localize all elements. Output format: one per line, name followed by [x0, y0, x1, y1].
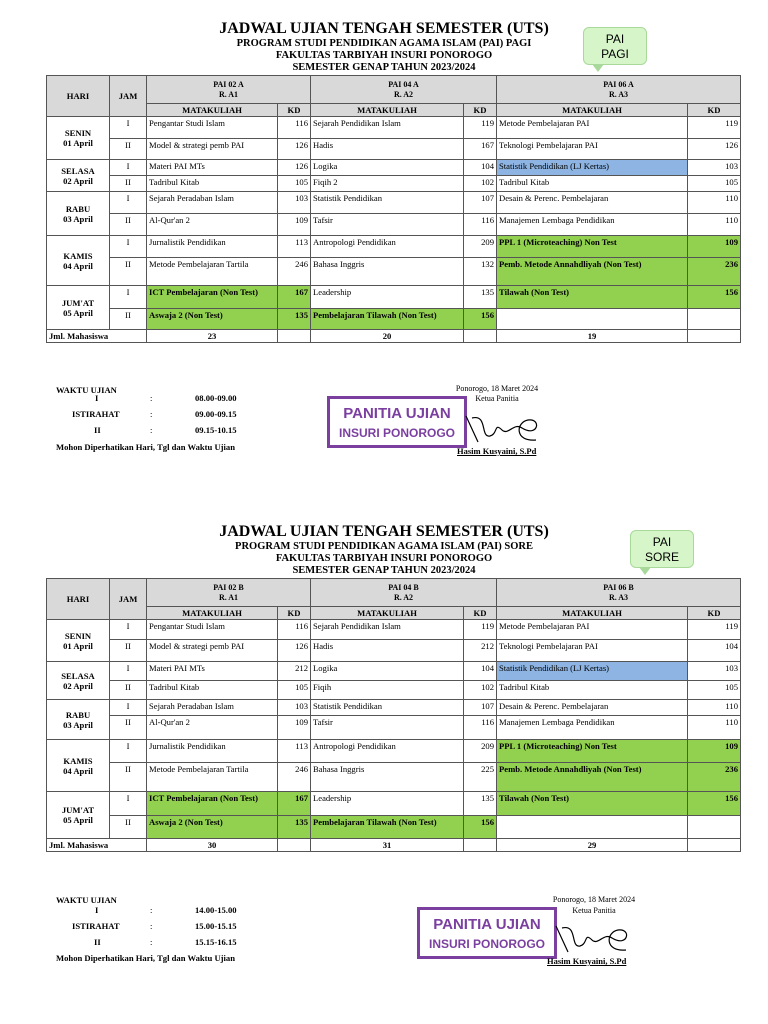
day-date: 03 April [63, 213, 93, 224]
pagi-badge-line1: PAI [605, 32, 625, 46]
course-cell: Antropologi Pendidikan [311, 740, 464, 763]
matakuliah-header: MATAKULIAH [147, 607, 278, 620]
jam-cell: II [110, 681, 147, 700]
day-cell [47, 700, 110, 740]
class-header [311, 76, 497, 104]
kd-cell: 246 [278, 763, 311, 792]
kd-cell: 135 [278, 816, 311, 839]
signer-role: Ketua Panitia [572, 906, 616, 915]
hari-header: HARI [47, 579, 110, 620]
jam-cell: I [110, 740, 147, 763]
kd-cell: 236 [688, 763, 741, 792]
jam-cell: I [110, 700, 147, 716]
table-row [47, 662, 741, 681]
sesi-ii-label: II [94, 425, 101, 435]
signer-name: Hasim Kusyaini, S.Pd [457, 446, 537, 456]
kd-cell: 109 [278, 716, 311, 740]
class-header [497, 579, 741, 607]
colon: : [150, 425, 153, 435]
course-cell: Tafsir [311, 214, 464, 236]
course-cell: PPL 1 (Microteaching) Non Test [497, 740, 688, 763]
table-row [47, 792, 741, 816]
course-cell: Bahasa Inggris [311, 763, 464, 792]
kd-cell: 135 [464, 286, 497, 309]
course-cell: Sejarah Peradaban Islam [147, 192, 278, 214]
stamp-line2: INSURI PONOROGO [428, 937, 545, 951]
total-row [47, 330, 741, 343]
waktu-label: WAKTU UJIAN [56, 895, 117, 905]
class-room: R. A2 [393, 89, 414, 99]
day-name: SENIN [64, 630, 92, 641]
total-blank [278, 839, 311, 852]
signature-icon [458, 412, 548, 448]
day-date: 05 April [63, 815, 93, 825]
jam-cell: II [110, 816, 147, 839]
day-cell [47, 192, 110, 236]
header-row [47, 579, 741, 607]
pagi-semester: SEMESTER GENAP TAHUN 2023/2024 [292, 62, 476, 73]
day-cell [47, 662, 110, 700]
kd-cell: 113 [278, 740, 311, 763]
sore-title: JADWAL UJIAN TENGAH SEMESTER (UTS) [219, 523, 549, 540]
day-name: KAMIS [63, 755, 93, 766]
table-row [47, 763, 741, 792]
kd-cell: 105 [278, 681, 311, 700]
jam-cell: I [110, 236, 147, 258]
course-cell: Pengantar Studi Islam [147, 620, 278, 640]
kd-cell: 113 [278, 236, 311, 258]
pagi-faculty: FAKULTAS TARBIYAH INSURI PONOROGO [275, 50, 493, 61]
place-date: Ponorogo, 18 Maret 2024 [455, 384, 539, 393]
class-room: R. A1 [218, 89, 239, 99]
note: Mohon Diperhatikan Hari, Tgl dan Waktu Ujian [56, 953, 235, 963]
signature-icon [548, 922, 638, 958]
kd-cell: 156 [464, 309, 497, 330]
class-room: R. A3 [608, 592, 629, 602]
kd-cell: 107 [464, 192, 497, 214]
istirahat-label: ISTIRAHAT [72, 409, 120, 419]
course-cell: Statistik Pendidikan (LJ Kertas) [497, 160, 688, 176]
day-name: JUM'AT [61, 805, 95, 815]
jml-label: Jml. Mahasiswa [47, 839, 147, 852]
colon: : [150, 921, 153, 931]
total-blank [464, 839, 497, 852]
day-cell [47, 236, 110, 286]
course-cell: Materi PAI MTs [147, 160, 278, 176]
jam-cell: II [110, 139, 147, 160]
course-cell: ICT Pembelajaran (Non Test) [147, 792, 278, 816]
note: Mohon Diperhatikan Hari, Tgl dan Waktu Ujian [56, 442, 235, 452]
table-row [47, 640, 741, 662]
sore-schedule-table [46, 578, 741, 852]
jam-cell: II [110, 214, 147, 236]
course-cell: Statistik Pendidikan [311, 192, 464, 214]
day-date: 03 April [63, 719, 93, 730]
course-cell: Pembelajaran Tilawah (Non Test) [311, 309, 464, 330]
day-name: SENIN [64, 128, 92, 138]
table-row [47, 681, 741, 700]
kd-header: KD [464, 104, 497, 117]
kd-cell: 119 [464, 117, 497, 139]
course-cell: Aswaja 2 (Non Test) [147, 816, 278, 839]
total-value: 29 [497, 839, 688, 852]
kd-cell: 116 [464, 716, 497, 740]
sore-subtitle: PROGRAM STUDI PENDIDIKAN AGAMA ISLAM (PAI) SORE [235, 541, 533, 552]
kd-cell: 167 [278, 286, 311, 309]
sore-semester: SEMESTER GENAP TAHUN 2023/2024 [292, 565, 476, 576]
kd-cell: 109 [688, 740, 741, 763]
class-header [497, 76, 741, 104]
course-cell: Statistik Pendidikan [311, 700, 464, 716]
kd-cell: 104 [464, 662, 497, 681]
table-row [47, 214, 741, 236]
jam-cell: II [110, 309, 147, 330]
course-cell: Sejarah Pendidikan Islam [311, 620, 464, 640]
stamp-line1: PANITIA UJIAN [433, 916, 541, 933]
sore-badge-line2: SORE [644, 550, 679, 564]
kd-cell: 116 [464, 214, 497, 236]
day-date: 01 April [63, 138, 93, 148]
course-cell: Al-Qur'an 2 [147, 716, 278, 740]
hari-header: HARI [47, 76, 110, 117]
jam-cell: II [110, 640, 147, 662]
total-row [47, 839, 741, 852]
colon: : [150, 937, 153, 947]
pagi-badge-line2: PAGI [601, 47, 629, 61]
class-name: PAI 06 B [603, 582, 634, 592]
jam-cell: I [110, 662, 147, 681]
sore-waktu [56, 893, 117, 908]
table-row [47, 236, 741, 258]
sore-badge-line1: PAI [652, 535, 672, 549]
kd-cell: 103 [688, 160, 741, 176]
kd-cell: 105 [688, 176, 741, 192]
kd-cell: 246 [278, 258, 311, 286]
course-cell: Jurnalistik Pendidikan [147, 740, 278, 763]
jam-cell: I [110, 792, 147, 816]
course-cell: Manajemen Lembaga Pendidikan [497, 716, 688, 740]
kd-cell: 156 [688, 792, 741, 816]
day-name: SELASA [61, 670, 95, 681]
kd-cell: 135 [278, 309, 311, 330]
kd-cell: 209 [464, 236, 497, 258]
kd-cell: 110 [688, 700, 741, 716]
sesi-i-time: 14.00-15.00 [195, 905, 237, 915]
course-cell: Tafsir [311, 716, 464, 740]
day-name: RABU [65, 203, 91, 214]
kd-cell: 135 [464, 792, 497, 816]
table-row [47, 309, 741, 330]
day-name: JUM'AT [61, 297, 95, 308]
course-cell: Hadis [311, 640, 464, 662]
kd-cell: 119 [688, 620, 741, 640]
course-cell: Antropologi Pendidikan [311, 236, 464, 258]
kd-cell: 110 [688, 192, 741, 214]
course-cell: Metode Pembelajaran PAI [497, 117, 688, 139]
istirahat-time: 15.00-15.15 [195, 921, 237, 931]
jam-header: JAM [110, 76, 147, 117]
jam-cell: II [110, 258, 147, 286]
course-cell: Logika [311, 662, 464, 681]
course-cell: Metode Pembelajaran Tartila [147, 258, 278, 286]
course-cell: Pengantar Studi Islam [147, 117, 278, 139]
kd-cell: 103 [688, 662, 741, 681]
pagi-waktu [56, 383, 117, 398]
kd-header: KD [278, 607, 311, 620]
course-cell: Model & strategi pemb PAI [147, 640, 278, 662]
place-date: Ponorogo, 18 Maret 2024 [552, 895, 636, 904]
class-header [311, 579, 497, 607]
table-row [47, 139, 741, 160]
day-name: RABU [65, 709, 91, 720]
total-blank [278, 330, 311, 343]
jam-cell: I [110, 192, 147, 214]
jam-cell: I [110, 286, 147, 309]
pagi-subtitle: PROGRAM STUDI PENDIDIKAN AGAMA ISLAM (PAI) PAGI [236, 38, 532, 49]
kd-cell: 119 [464, 620, 497, 640]
istirahat-time: 09.00-09.15 [195, 409, 237, 419]
day-cell [47, 620, 110, 662]
stamp-line1: PANITIA UJIAN [343, 405, 451, 422]
istirahat-label: ISTIRAHAT [72, 921, 120, 931]
sesi-i-label: I [95, 393, 99, 403]
course-cell: Tadribul Kitab [147, 176, 278, 192]
course-cell: Tadribul Kitab [147, 681, 278, 700]
kd-cell: 212 [464, 640, 497, 662]
total-value: 30 [147, 839, 278, 852]
table-row [47, 160, 741, 176]
course-cell: ICT Pembelajaran (Non Test) [147, 286, 278, 309]
day-date: 04 April [63, 765, 93, 776]
course-cell: Manajemen Lembaga Pendidikan [497, 214, 688, 236]
course-cell: Hadis [311, 139, 464, 160]
jam-cell: II [110, 763, 147, 792]
course-cell [497, 816, 688, 839]
kd-cell: 107 [464, 700, 497, 716]
kd-cell: 167 [464, 139, 497, 160]
kd-cell: 132 [464, 258, 497, 286]
total-blank [464, 330, 497, 343]
kd-cell: 156 [688, 286, 741, 309]
class-name: PAI 02 B [213, 582, 244, 592]
kd-cell: 109 [278, 214, 311, 236]
kd-cell: 116 [278, 620, 311, 640]
course-cell: Materi PAI MTs [147, 662, 278, 681]
kd-cell: 109 [688, 236, 741, 258]
kd-header: KD [278, 104, 311, 117]
total-blank [688, 839, 741, 852]
table-row [47, 700, 741, 716]
total-value: 19 [497, 330, 688, 343]
kd-cell: 236 [688, 258, 741, 286]
kd-cell [688, 309, 741, 330]
kd-cell: 126 [278, 139, 311, 160]
waktu-label: WAKTU UJIAN [56, 385, 117, 395]
course-cell: Model & strategi pemb PAI [147, 139, 278, 160]
sesi-ii-time: 09.15-10.15 [195, 425, 237, 435]
kd-cell: 212 [278, 662, 311, 681]
course-cell: Metode Pembelajaran PAI [497, 620, 688, 640]
signer-role: Ketua Panitia [475, 394, 519, 403]
class-name: PAI 02 A [213, 79, 244, 89]
subheader-row [47, 104, 741, 117]
table-row [47, 816, 741, 839]
class-name: PAI 06 A [603, 79, 634, 89]
day-date: 05 April [63, 307, 93, 318]
jml-label: Jml. Mahasiswa [47, 330, 147, 343]
course-cell: Tadribul Kitab [497, 176, 688, 192]
day-date: 02 April [63, 175, 93, 186]
class-header [147, 76, 311, 104]
matakuliah-header: MATAKULIAH [497, 607, 688, 620]
sore-faculty: FAKULTAS TARBIYAH INSURI PONOROGO [275, 553, 493, 564]
kd-cell: 103 [278, 192, 311, 214]
colon: : [150, 409, 153, 419]
course-cell: Desain & Perenc. Pembelajaran [497, 192, 688, 214]
course-cell: Tilawah (Non Test) [497, 792, 688, 816]
matakuliah-header: MATAKULIAH [497, 104, 688, 117]
course-cell: Bahasa Inggris [311, 258, 464, 286]
jam-cell: I [110, 620, 147, 640]
matakuliah-header: MATAKULIAH [311, 104, 464, 117]
sesi-i-label: I [95, 905, 99, 915]
kd-cell: 104 [688, 640, 741, 662]
total-blank [688, 330, 741, 343]
kd-cell: 104 [464, 160, 497, 176]
colon: : [150, 393, 153, 403]
day-date: 02 April [63, 680, 93, 691]
jam-cell: II [110, 176, 147, 192]
class-room: R. A2 [393, 592, 414, 602]
kd-cell: 126 [278, 640, 311, 662]
sesi-i-time: 08.00-09.00 [195, 393, 237, 403]
kd-cell: 167 [278, 792, 311, 816]
kd-cell: 209 [464, 740, 497, 763]
signer-name: Hasim Kusyaini, S.Pd [547, 956, 627, 966]
table-row [47, 286, 741, 309]
pagi-title: JADWAL UJIAN TENGAH SEMESTER (UTS) [219, 20, 549, 37]
kd-header: KD [688, 607, 741, 620]
subheader-row [47, 607, 741, 620]
jam-header: JAM [110, 579, 147, 620]
total-value: 20 [311, 330, 464, 343]
class-name: PAI 04 B [388, 582, 419, 592]
class-room: R. A1 [218, 592, 239, 602]
sore-badge [630, 530, 694, 568]
class-room: R. A3 [608, 89, 629, 99]
course-cell: Logika [311, 160, 464, 176]
day-date: 04 April [63, 260, 93, 271]
course-cell: Desain & Perenc. Pembelajaran [497, 700, 688, 716]
total-value: 31 [311, 839, 464, 852]
panitia-stamp [327, 396, 467, 448]
pagi-badge [583, 27, 647, 65]
day-cell [47, 792, 110, 839]
total-value: 23 [147, 330, 278, 343]
kd-cell: 126 [688, 139, 741, 160]
course-cell: Leadership [311, 286, 464, 309]
course-cell: Pemb. Metode Annahdliyah (Non Test) [497, 258, 688, 286]
course-cell: Sejarah Peradaban Islam [147, 700, 278, 716]
course-cell: Al-Qur'an 2 [147, 214, 278, 236]
course-cell: Statistik Pendidikan (LJ Kertas) [497, 662, 688, 681]
kd-header: KD [464, 607, 497, 620]
jam-cell: II [110, 716, 147, 740]
table-row [47, 258, 741, 286]
course-cell: Aswaja 2 (Non Test) [147, 309, 278, 330]
table-row [47, 117, 741, 139]
matakuliah-header: MATAKULIAH [311, 607, 464, 620]
stamp-line2: INSURI PONOROGO [338, 426, 455, 440]
sesi-ii-label: II [94, 937, 101, 947]
kd-cell: 102 [464, 681, 497, 700]
jam-cell: I [110, 160, 147, 176]
course-cell: Pembelajaran Tilawah (Non Test) [311, 816, 464, 839]
course-cell: Fiqih [311, 681, 464, 700]
kd-cell: 110 [688, 716, 741, 740]
course-cell: Sejarah Pendidikan Islam [311, 117, 464, 139]
course-cell [497, 309, 688, 330]
table-row [47, 176, 741, 192]
sesi-ii-time: 15.15-16.15 [195, 937, 237, 947]
kd-cell: 119 [688, 117, 741, 139]
class-name: PAI 04 A [388, 79, 419, 89]
pagi-schedule-table [46, 75, 741, 343]
course-cell: Pemb. Metode Annahdliyah (Non Test) [497, 763, 688, 792]
table-row [47, 716, 741, 740]
kd-header: KD [688, 104, 741, 117]
kd-cell: 126 [278, 160, 311, 176]
course-cell: Jurnalistik Pendidikan [147, 236, 278, 258]
table-row [47, 192, 741, 214]
class-header [147, 579, 311, 607]
day-cell [47, 286, 110, 330]
course-cell: Teknologi Pembelajaran PAI [497, 139, 688, 160]
day-date: 01 April [63, 640, 93, 651]
course-cell: Fiqih 2 [311, 176, 464, 192]
matakuliah-header: MATAKULIAH [147, 104, 278, 117]
day-name: SELASA [61, 165, 95, 176]
table-row [47, 620, 741, 640]
header-row [47, 76, 741, 104]
kd-cell [688, 816, 741, 839]
kd-cell: 116 [278, 117, 311, 139]
course-cell: PPL 1 (Microteaching) Non Test [497, 236, 688, 258]
day-cell [47, 160, 110, 192]
kd-cell: 103 [278, 700, 311, 716]
day-cell [47, 117, 110, 160]
kd-cell: 102 [464, 176, 497, 192]
course-cell: Leadership [311, 792, 464, 816]
kd-cell: 110 [688, 214, 741, 236]
course-cell: Teknologi Pembelajaran PAI [497, 640, 688, 662]
day-name: KAMIS [63, 250, 93, 261]
kd-cell: 225 [464, 763, 497, 792]
course-cell: Tilawah (Non Test) [497, 286, 688, 309]
table-row [47, 740, 741, 763]
jam-cell: I [110, 117, 147, 139]
day-cell [47, 740, 110, 792]
course-cell: Tadribul Kitab [497, 681, 688, 700]
colon: : [150, 905, 153, 915]
kd-cell: 156 [464, 816, 497, 839]
kd-cell: 105 [688, 681, 741, 700]
kd-cell: 105 [278, 176, 311, 192]
course-cell: Metode Pembelajaran Tartila [147, 763, 278, 792]
